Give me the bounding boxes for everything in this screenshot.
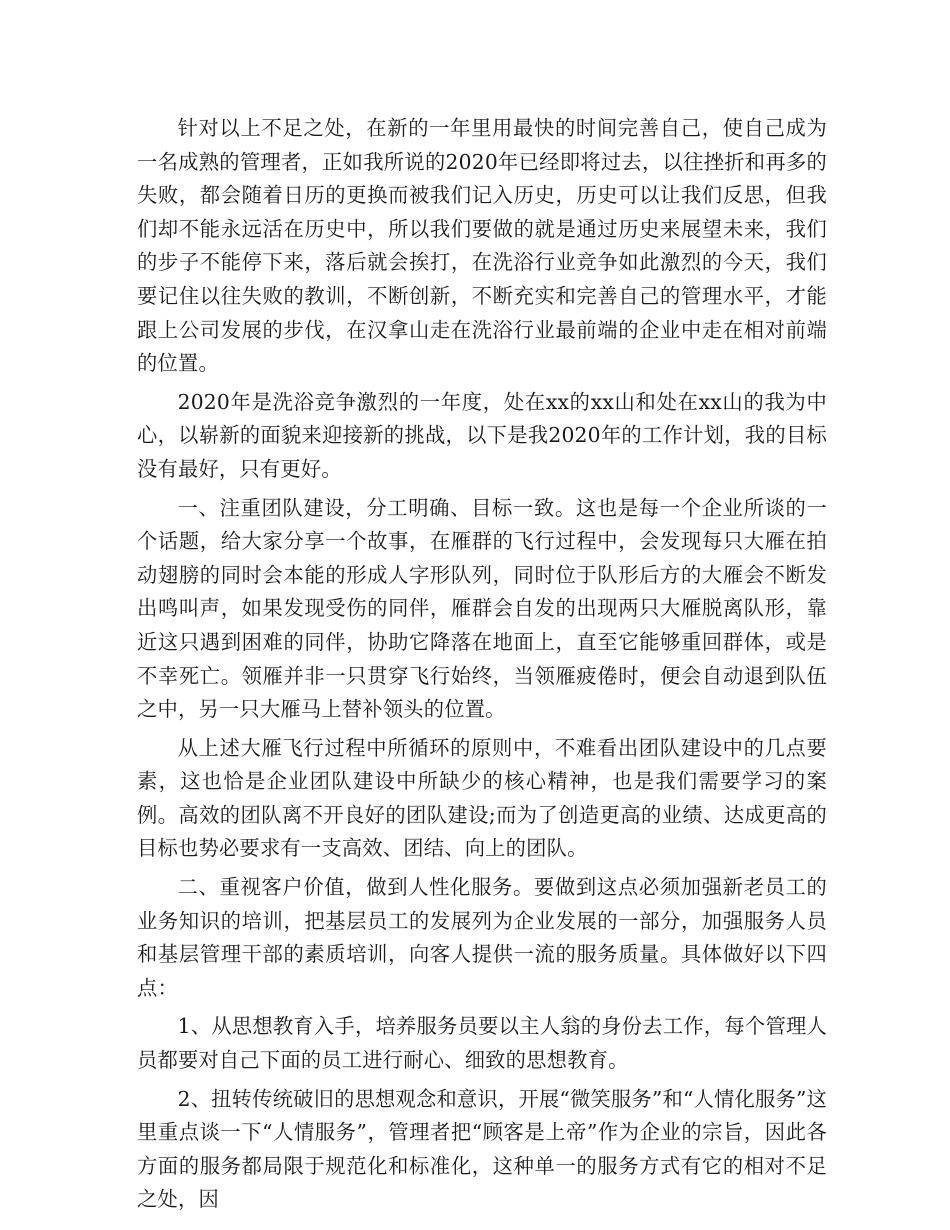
paragraph-4: 从上述大雁飞行过程中所循环的原则中，不难看出团队建设中的几点要素，这也恰是企业团队建设中所缺少的核心精神，也是我们需要学习的案例。高效的团队离不开良好的团队建设;而为了创造更高的业绩、达成更高的目标也势必要求有一支高效、团结、向上的团队。 — [137, 735, 827, 861]
paragraph-3: 一、注重团队建设，分工明确、目标一致。这也是每一个企业所谈的一个话题，给大家分享一个故事，在雁群的飞行过程中，会发现每只大雁在拍动翅膀的同时会本能的形成人字形队列，同时位于队形后方的大雁会不断发出鸣叫声，如果发现受伤的同伴，雁群会自发的出现两只大雁脱离队形，靠近这只遇到困难的同伴，协助它降落在地面上，直至它能够重回群体，或是不幸死亡。领雁并非一只贯穿飞行始终，当领雁疲倦时，便会自动退到队伍之中，另一只大雁马上替补领头的位置。 — [137, 495, 827, 722]
paragraph-7: 2、扭转传统破旧的思想观念和意识，开展“微笑服务”和“人情化服务”这里重点谈一下“人情服务”，管理者把“顾客是上帝”作为企业的宗旨，因此各方面的服务都局限于规范化和标准化，这种单一的服务方式有它的相对不足之处，因 — [137, 1086, 827, 1212]
document-body — [137, 112, 827, 1222]
paragraph-6: 1、从思想教育入手，培养服务员要以主人翁的身份去工作，每个管理人员都要对自己下面的员工进行耐心、细致的思想教育。 — [137, 1014, 827, 1073]
paragraph-1: 针对以上不足之处，在新的一年里用最快的时间完善自己，使自己成为一名成熟的管理者，正如我所说的2020年已经即将过去，以往挫折和再多的失败，都会随着日历的更换而被我们记入历史，历史可以让我们反思，但我们却不能永远活在历史中，所以我们要做的就是通过历史来展望未来，我们的步子不能停下来，落后就会挨打，在洗浴行业竞争如此激烈的今天，我们要记住以往失败的教训，不断创新，不断充实和完善自己的管理水平，才能跟上公司发展的步伐，在汉拿山走在洗浴行业最前端的企业中走在相对前端的位置。 — [137, 116, 827, 376]
paragraph-2: 2020年是洗浴竞争激烈的一年度，处在xx的xx山和处在xx山的我为中心，以崭新的面貌来迎接新的挑战，以下是我2020年的工作计划，我的目标没有最好，只有更好。 — [137, 389, 827, 481]
paragraph-5: 二、重视客户价值，做到人性化服务。要做到这点必须加强新老员工的业务知识的培训，把基层员工的发展列为企业发展的一部分，加强服务人员和基层管理干部的素质培训，向客人提供一流的服务质量。具体做好以下四点： — [137, 875, 827, 1000]
